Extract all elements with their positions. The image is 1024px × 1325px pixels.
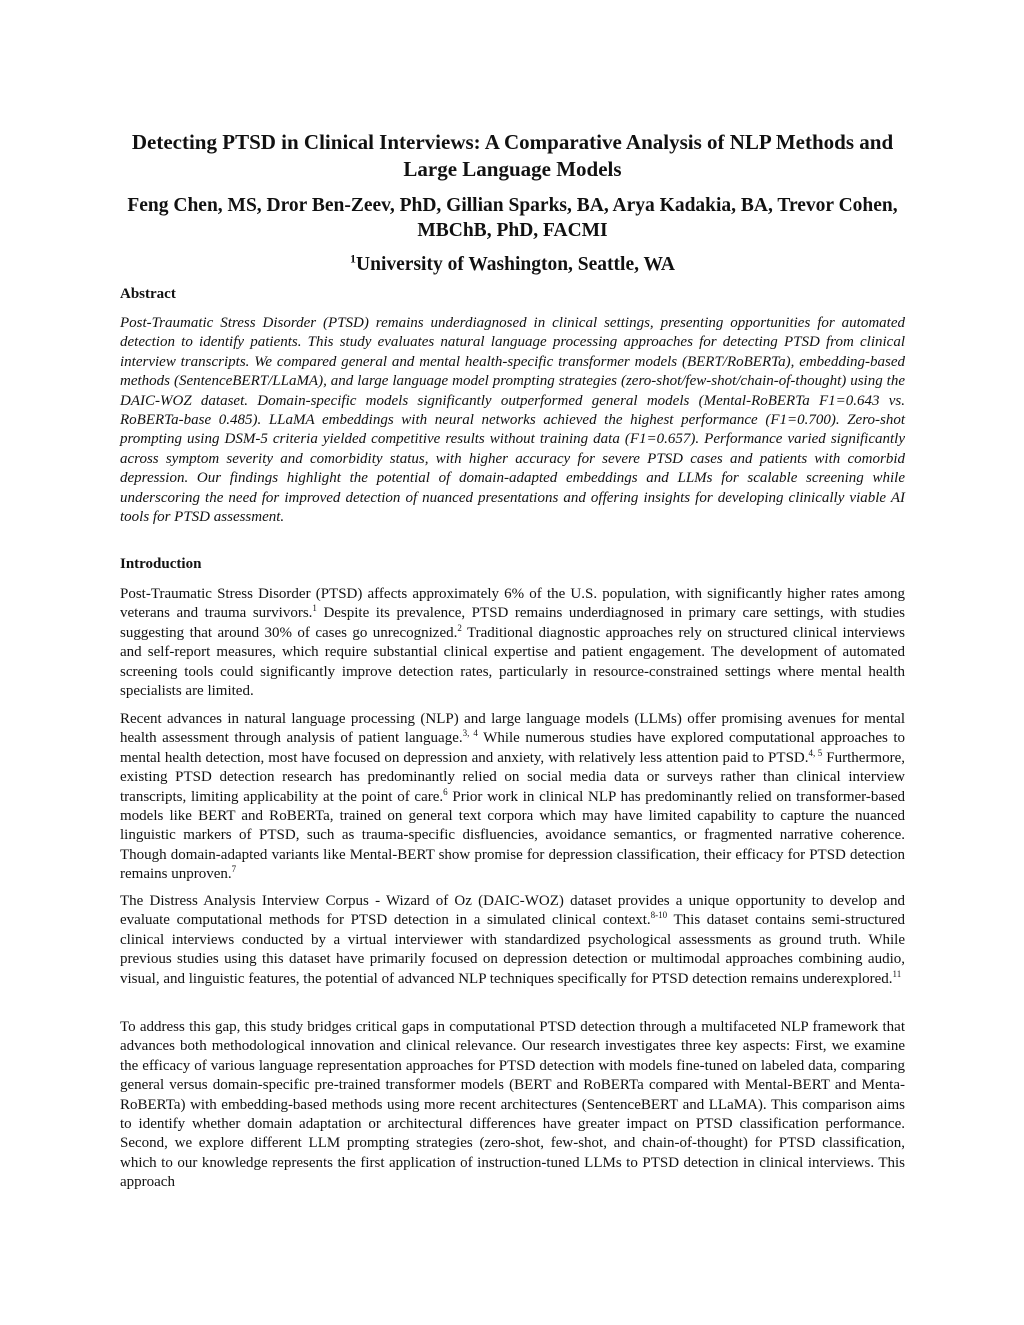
citation-ref: 2 bbox=[457, 622, 462, 633]
author-list: Feng Chen, MS, Dror Ben-Zeev, PhD, Gillian Sparks, BA, Arya Kadakia, BA, Trevor Cohen, MBChB, PhD, FACMI bbox=[127, 195, 898, 241]
affiliation bbox=[120, 252, 905, 277]
introduction-paragraph-4: To address this gap, this study bridges critical gaps in computational PTSD detection through a multifaceted NLP framework that advances both methodological innovation and clinical relevance. Our research investigates three key aspects: First, we examine the efficacy of various language representation approaches for PTSD detection with models fine-tuned on labeled data, comparing general versus domain-specific pre-trained transformer models (BERT and RoBERTa compared with Mental-BERT and Menta-RoBERTa) with embedding-based methods using more recent architectures (SentenceBERT and LLaMA). This comparison aims to identify whether domain adaptation or architectural differences have greater impact on PTSD classification performance. Second, we explore different LLM prompting strategies (zero-shot, few-shot, and chain-of-thought) for PTSD classification, which to our knowledge represents the first application of instruction-tuned LLMs to PTSD detection in clinical interviews. This approach bbox=[120, 1019, 905, 1191]
affiliation-text: University of Washington, Seattle, WA bbox=[356, 254, 675, 275]
citation-ref: 3, 4 bbox=[462, 728, 478, 739]
paragraph-text: Recent advances in natural language processing (NLP) and large language models (LLMs) offer promising avenues for mental health assessment through analysis of patient language. bbox=[120, 711, 905, 747]
paragraph-text: Despite its prevalence, PTSD remains underdiagnosed in primary care settings, with studies suggesting that around 30% of cases go unrecognized. bbox=[120, 605, 906, 641]
introduction-paragraph-3 bbox=[120, 892, 905, 989]
citation-ref: 4, 5 bbox=[808, 747, 823, 758]
paragraph-text: While numerous studies have explored computational approaches to mental health detection, most have focused on depression and anxiety, with relatively less attention paid to PTSD. bbox=[120, 730, 906, 766]
introduction-paragraph-2 bbox=[120, 710, 905, 885]
paragraph-text: This dataset contains semi-structured clinical interviews conducted by a virtual interviewer with standardized psychological assessments as ground truth. While previous studies using this dataset have primarily focused on depression detection or multimodal approaches combining audio, visual, and linguistic features, the potential of advanced NLP techniques specifically for PTSD detection remains underexplored. bbox=[120, 912, 905, 987]
paragraph-text: Furthermore, existing PTSD detection research has predominantly relied on social media data or surveys rather than clinical interview transcripts, limiting applicability at the point of care. bbox=[120, 749, 906, 805]
paragraph-text: Prior work in clinical NLP has predominantly relied on transformer-based models like BERT and RoBERTa, trained on general text corpora which may have limited capability to capture the nuanced linguistic markers of PTSD, such as trauma-specific disfluencies, avoidance semantics, or fragmented narrative coherence. Though domain-adapted variants like Mental-BERT show promise for depression classification, their efficacy for PTSD detection remains unproven. bbox=[120, 788, 905, 883]
citation-ref: 8-10 bbox=[650, 910, 668, 921]
introduction-heading: Introduction bbox=[120, 556, 202, 572]
citation-ref: 6 bbox=[443, 786, 448, 797]
citation-ref: 7 bbox=[231, 864, 237, 875]
citation-ref: 1 bbox=[312, 603, 317, 614]
paragraph-text: Post-Traumatic Stress Disorder (PTSD) affects approximately 6% of the U.S. population, with significantly higher rates among veterans and trauma survivors. bbox=[120, 586, 905, 622]
paper-title: Detecting PTSD in Clinical Interviews: A Comparative Analysis of NLP Methods and Large Language Models bbox=[131, 130, 894, 181]
affiliation-marker: 1 bbox=[350, 251, 357, 266]
abstract-body: Post-Traumatic Stress Disorder (PTSD) remains underdiagnosed in clinical settings, presenting opportunities for automated detection to identify patients. This study evaluates natural language processing approaches for detecting PTSD from clinical interview transcripts. We compared general and mental health-specific transformer models (BERT/RoBERTa), embedding-based methods (SentenceBERT/LLaMA), and large language model prompting strategies (zero-shot/few-shot/chain-of-thought) using the DAIC-WOZ dataset. Domain-specific models significantly outperformed general models (Mental-RoBERTa F1=0.643 vs. RoBERTa-base 0.485). LLaMA embeddings with neural networks achieved the highest performance (F1=0.700). Zero-shot prompting using DSM-5 criteria yielded competitive results without training data (F1=0.657). Performance varied significantly across symptom severity and comorbidity status, with higher accuracy for severe PTSD cases and patients with comorbid depression. Our findings highlight the potential of domain-adapted embeddings and LLMs for scalable screening while underscoring the need for improved detection of nuanced presentations and offering insights for developing clinically viable AI tools for PTSD assessment. bbox=[120, 315, 905, 526]
paragraph-text: The Distress Analysis Interview Corpus - Wizard of Oz (DAIC-WOZ) dataset provides a unique opportunity to develop and evaluate computational methods for PTSD detection in a simulated clinical context. bbox=[120, 893, 905, 929]
introduction-paragraph-1 bbox=[120, 585, 905, 701]
abstract-heading: Abstract bbox=[120, 286, 176, 302]
citation-ref: 11 bbox=[892, 968, 902, 979]
paragraph-text: Traditional diagnostic approaches rely on structured clinical interviews and self-report measures, which require substantial clinical expertise and patient engagement. The development of automated screening tools could significantly improve detection rates, particularly in resource-constrained settings where mental health specialists are limited. bbox=[120, 624, 906, 700]
